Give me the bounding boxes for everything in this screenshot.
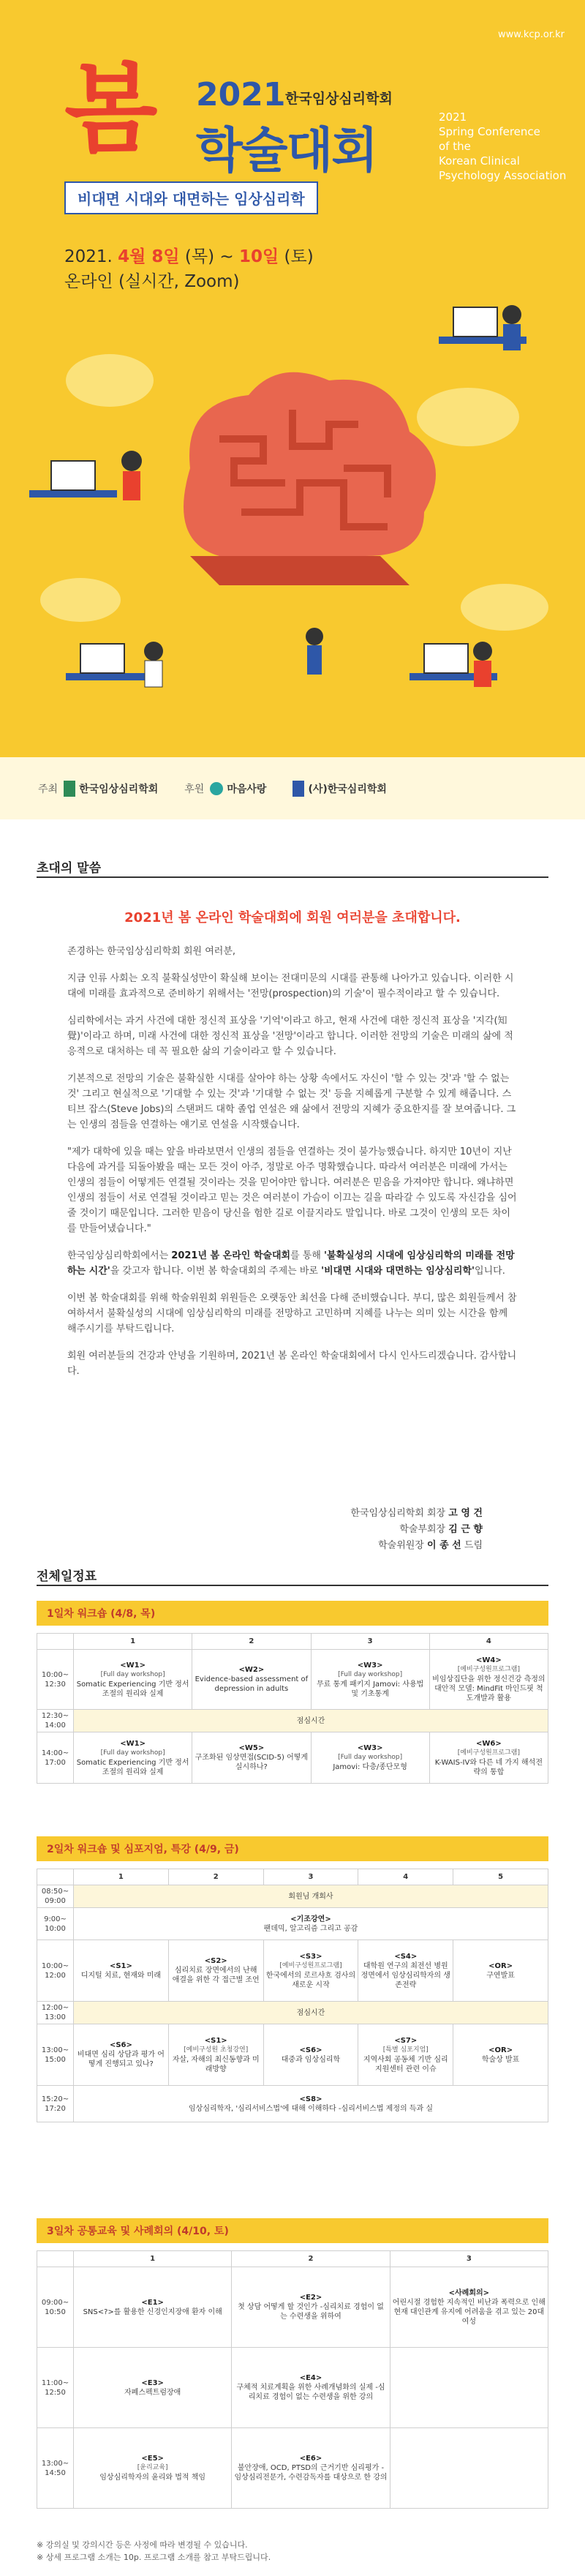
event-venue: 온라인 (실시간, Zoom) bbox=[64, 272, 240, 291]
date-prefix: 2021. bbox=[64, 247, 118, 266]
session-code: <S1> bbox=[204, 2036, 227, 2045]
session-cell[interactable] bbox=[429, 1732, 548, 1784]
session-code: <E4> bbox=[299, 2374, 322, 2382]
session-cell[interactable] bbox=[263, 2024, 358, 2086]
session-code: <E6> bbox=[299, 2455, 322, 2463]
note-line: ※ 강의실 및 강의시간 등은 사정에 따라 변경될 수 있습니다. bbox=[37, 2540, 248, 2550]
day2-table bbox=[37, 1869, 548, 2122]
session-title: Evidence-based assessment of depression in adults bbox=[195, 1675, 309, 1693]
hero-banner bbox=[0, 0, 585, 819]
session-cell[interactable] bbox=[358, 1940, 453, 2002]
session-code: <OR> bbox=[488, 2046, 513, 2054]
schedule-heading: 전체일정표 bbox=[37, 1569, 97, 1584]
session-title: 비대면 심리 상담과 평가 어떻게 진행되고 있나? bbox=[77, 2051, 165, 2068]
maumsarang-logo-icon bbox=[210, 782, 223, 795]
paragraph: 기본적으로 전망의 기술은 불확실한 시대를 살아야 하는 상황 속에서도 자신이 '할 수 있는 것'과 '할 수 없는 것' 그리고 현실적으로 '기대할 수 있는 것'과 '기대할 수 없는 것' 등을 지혜롭게 구분할 수 있게 해줍니다. 스티브 잡스(Steve Jobs)의 스탠퍼드 대학 졸업 연설은 왜 삶에서 전망의 지혜가 중요한지를 잘 보여줍니다. 그는 인생의 점들을 연결하는 얘기로 연설을 시작했습니다. bbox=[67, 1073, 516, 1130]
session-code: <사례회의> bbox=[448, 2288, 490, 2297]
time-cell: 9:00~ 10:00 bbox=[37, 1908, 74, 1940]
session-title: 비임상집단을 위한 정신건강 측정의 대안적 모델: MindFit 마인드핏 척도개발과 활용 bbox=[432, 1675, 546, 1702]
en-line: Spring Conference bbox=[439, 125, 540, 138]
date-end: 10일 bbox=[238, 247, 279, 266]
hero-english-title bbox=[439, 110, 578, 183]
time-cell: 09:00~ 10:50 bbox=[37, 2267, 74, 2348]
day3-table bbox=[37, 2250, 548, 2509]
session-cell[interactable] bbox=[263, 1940, 358, 2002]
invitation-title: 2021년 봄 온라인 학술대회에 회원 여러분을 초대합니다. bbox=[124, 910, 461, 925]
keynote-cell[interactable] bbox=[74, 1908, 548, 1940]
person-at-desk-icon bbox=[66, 642, 163, 687]
session-title: Jamovi: 다층/종단모형 bbox=[333, 1763, 407, 1771]
col-header: 2 bbox=[192, 1634, 311, 1650]
session-cell[interactable] bbox=[311, 1650, 429, 1710]
spring-mark: 봄 bbox=[64, 53, 155, 166]
session-cell[interactable] bbox=[232, 2348, 390, 2428]
table-row bbox=[37, 2348, 548, 2428]
session-cell[interactable] bbox=[74, 1732, 192, 1784]
session-title: 대중과 임상심리학 bbox=[281, 2055, 341, 2064]
person-at-desk-icon bbox=[410, 642, 497, 687]
schedule-notes bbox=[37, 2539, 271, 2564]
text: 한국임상심리학회에서는 bbox=[67, 1250, 172, 1261]
session-code: <W5> bbox=[238, 1744, 265, 1752]
session-cell[interactable] bbox=[74, 1940, 169, 2002]
session-title: 팬데믹, 알고리즘 그리고 공감 bbox=[263, 1924, 358, 1933]
session-title: 디지털 치료, 현재와 미래 bbox=[80, 1971, 162, 1980]
note-line: ※ 상세 프로그램 소개는 10p. 프로그램 소개를 참고 부탁드립니다. bbox=[37, 2553, 271, 2562]
person-walking-icon bbox=[306, 628, 323, 675]
en-line: Psychology Association bbox=[439, 169, 567, 182]
text: 고 영 건 bbox=[448, 1508, 483, 1519]
signature-line bbox=[350, 1506, 483, 1522]
en-line: of the bbox=[439, 140, 471, 153]
brain-maze-icon bbox=[184, 372, 436, 585]
day3-header: 3일차 공통교육 및 사례회의 (4/10, 토) bbox=[37, 2218, 548, 2243]
text: 2021년 봄 온라인 학술대회 bbox=[171, 1250, 291, 1261]
opening-cell: 회원님 개회사 bbox=[74, 1885, 548, 1908]
table-header-row bbox=[37, 1634, 548, 1650]
table-row bbox=[37, 2086, 548, 2122]
paragraph: 이번 봄 학술대회를 위해 학술위원회 위원들은 오랫동안 최선을 다해 준비했습니다. 부디, 많은 회원들께서 참여하셔서 불확실성의 시대에 임상심리학의 미래를 전망하고 고민하며 지혜를 나누는 의미 있는 시간을 함께 해주시기를 부탁드립니다. bbox=[67, 1293, 517, 1334]
paragraph: "제가 대학에 있을 때는 앞을 바라보면서 인생의 점들을 연결하는 것이 불가능했습니다. 하지만 10년이 지난 다음에 과거를 되돌아봤을 때는 모든 것이 아주, 정말로 아주 명확했습니다. 따라서 여러분은 미래에 가서는 인생의 점들이 어떻게든 연결될 것이라는 것을 믿어야만 합니다. 여러분은 믿음을 가져야만 합니다. 왜냐하면 인생의 점들이 서로 연결될 것이라고 믿는 것은 여러분이 가슴이 이끄는 길을 따라갈 수 있도록 자신감을 심어줄 것이기 때문입니다. 그러한 믿음이 당신을 험한 길로 이끌지라도 말입니다. 바로 그것이 인생의 모든 차이를 만들어냈습니다." bbox=[67, 1146, 517, 1234]
session-title: 임상심리학자의 윤리와 법적 책임 bbox=[99, 2474, 206, 2482]
time-cell: 08:50~ 09:00 bbox=[37, 1885, 74, 1908]
divider bbox=[37, 876, 548, 878]
support-org-2 bbox=[292, 781, 386, 797]
session-cell[interactable] bbox=[453, 1940, 548, 2002]
paragraph: 회원 여러분들의 건강과 안녕을 기원하며, 2021년 봄 온라인 학술대회에서 다시 인사드리겠습니다. 감사합니다. bbox=[67, 1351, 517, 1377]
session-cell[interactable] bbox=[168, 1940, 263, 2002]
hero-subtitle: 비대면 시대와 대면하는 임상심리학 bbox=[64, 181, 318, 214]
hero-year: 2021 bbox=[196, 76, 286, 113]
empty-cell bbox=[390, 2428, 548, 2509]
session-code: <W2> bbox=[238, 1666, 265, 1674]
time-cell: 13:00~ 15:00 bbox=[37, 2024, 74, 2086]
col-header: 5 bbox=[453, 1869, 548, 1885]
session-code: <OR> bbox=[488, 1961, 513, 1970]
text: 을 갖고자 합니다. 이번 봄 학술대회의 주제는 바로 bbox=[110, 1266, 322, 1277]
person-at-desk-icon bbox=[29, 451, 142, 500]
hero-title: 학술대회 bbox=[196, 122, 377, 179]
conference-illustration bbox=[0, 293, 585, 746]
session-title: 자살, 자해의 최신동향과 미래방향 bbox=[172, 2055, 260, 2073]
session-code: <E5> bbox=[141, 2455, 164, 2463]
session-cell[interactable] bbox=[390, 2267, 548, 2348]
session-code: <S8> bbox=[299, 2095, 322, 2103]
session-cell[interactable] bbox=[74, 2024, 169, 2086]
session-tag: [예비구성원프로그램] bbox=[279, 1961, 342, 1969]
table-row bbox=[37, 2024, 548, 2086]
session-title: 임상심리학자, '심리서비스법'에 대해 이해하다 -심리서비스법 제정의 득과 실 bbox=[189, 2104, 433, 2113]
table-header-row bbox=[37, 2251, 548, 2267]
session-title: Somatic Experiencing 기반 정서조절의 원리와 실제 bbox=[76, 1680, 189, 1698]
col-header: 1 bbox=[74, 2251, 232, 2267]
paragraph: 심리학에서는 과거 사건에 대한 정신적 표상을 '기억'이라고 하고, 현재 사건에 대한 정신적 표상을 '지각(知覺)'이라고 하며, 미래 사건에 대한 정신적 표상을 '전망'이라고 합니다. 이러한 전망의 기술은 미래의 삶에 적응적으로 대처하는 데 꼭 필요한 삶의 기술이라고 할 수 있습니다. bbox=[67, 1015, 513, 1057]
time-cell: 10:00~ 12:30 bbox=[37, 1650, 74, 1710]
society-logo-icon bbox=[64, 781, 75, 797]
session-tag: [윤리교육] bbox=[137, 2464, 168, 2471]
sponsor-bar bbox=[0, 757, 585, 819]
text: 이 종 선 bbox=[427, 1540, 461, 1551]
session-tag: [예비구성원프로그램] bbox=[457, 1666, 521, 1673]
table-row bbox=[37, 2428, 548, 2509]
hero-society: 한국임상심리학회 bbox=[285, 91, 393, 107]
website-url[interactable]: www.kcp.or.kr bbox=[497, 29, 565, 40]
invitation-body bbox=[67, 944, 518, 1391]
kpa-logo-icon bbox=[292, 781, 304, 797]
text: '불확실성의 시대에 임상심리학의 미래를 전망하는 시간' bbox=[67, 1250, 515, 1277]
text: 입니다. bbox=[475, 1266, 505, 1277]
paragraph: 지금 인류 사회는 오직 불확실성만이 확실해 보이는 전대미문의 시대를 관통해 나아가고 있습니다. 이러한 시대에 미래를 효과적으로 준비하기 위해서는 '전망(prospection)의 기술'이 필수적이라고 할 수 있습니다. bbox=[67, 973, 514, 999]
day2-header: 2일차 워크숍 및 심포지엄, 특강 (4/9, 금) bbox=[37, 1836, 548, 1861]
time-cell: 12:00~ 13:00 bbox=[37, 2002, 74, 2024]
host-org bbox=[64, 781, 158, 797]
session-tag: [Full day workshop] bbox=[100, 1749, 165, 1757]
session-tag: [예비구성원 초청강연] bbox=[184, 2046, 249, 2054]
session-code: <E3> bbox=[141, 2378, 164, 2387]
session-code: <W1> bbox=[120, 1661, 146, 1670]
session-tag: [Full day workshop] bbox=[100, 1670, 165, 1678]
table-row bbox=[37, 1940, 548, 2002]
col-header: 3 bbox=[311, 1634, 429, 1650]
table-row bbox=[37, 1710, 548, 1732]
text: 김 근 향 bbox=[448, 1524, 483, 1535]
time-cell: 15:20~ 17:20 bbox=[37, 2086, 74, 2122]
session-cell[interactable] bbox=[74, 2428, 232, 2509]
session-cell[interactable] bbox=[192, 1650, 311, 1710]
session-code: <기조강연> bbox=[290, 1915, 331, 1923]
session-title: SNS<?>를 활용한 신경인지장애 환자 이해 bbox=[83, 2307, 222, 2316]
table-row bbox=[37, 2267, 548, 2348]
col-header: 3 bbox=[263, 1869, 358, 1885]
support-label: 후원 bbox=[184, 783, 205, 795]
divider bbox=[37, 1585, 548, 1586]
table-header-row bbox=[37, 1869, 548, 1885]
session-tag: [예비구성원프로그램] bbox=[457, 1749, 521, 1757]
event-date bbox=[64, 243, 314, 267]
time-cell: 10:00~ 12:00 bbox=[37, 1940, 74, 2002]
session-title: 불안장애, OCD, PTSD의 근거기반 심리평가 - 임상심리전문가, 수련감독자를 대상으로 한 강의 bbox=[234, 2464, 388, 2482]
text: 학술위원장 bbox=[378, 1540, 428, 1551]
session-code: <S7> bbox=[394, 2036, 418, 2045]
day1-table bbox=[37, 1633, 548, 1784]
text: 한국임상심리학회 회장 bbox=[350, 1508, 449, 1519]
session-title: 구조화된 임상면접(SCID-5) 어떻게 실시하나? bbox=[195, 1754, 309, 1771]
paragraph bbox=[67, 1248, 518, 1279]
session-title: 심리치료 장면에서의 난해 애결을 위한 각 접근별 조언 bbox=[172, 1967, 260, 1984]
col-header bbox=[37, 2251, 74, 2267]
host-label: 주최 bbox=[38, 783, 58, 795]
session-code: <W4> bbox=[476, 1656, 502, 1664]
session-code: <W6> bbox=[476, 1739, 502, 1748]
special-session-cell[interactable] bbox=[74, 2086, 548, 2122]
session-code: <W1> bbox=[120, 1739, 146, 1748]
invitation-heading: 초대의 말씀 bbox=[37, 861, 102, 876]
table-row bbox=[37, 1885, 548, 1908]
col-header: 3 bbox=[390, 2251, 548, 2267]
session-code: <S2> bbox=[204, 1957, 227, 1965]
lunch-cell: 점심시간 bbox=[74, 2002, 548, 2024]
session-cell[interactable] bbox=[453, 2024, 548, 2086]
session-code: <W3> bbox=[357, 1661, 383, 1670]
signature-line bbox=[350, 1522, 483, 1538]
date-start: 4월 8일 bbox=[118, 247, 180, 266]
table-row bbox=[37, 1650, 548, 1710]
col-header: 1 bbox=[74, 1634, 192, 1650]
session-title: 어린시절 경험한 지속적인 비난과 폭력으로 인해 현재 대인관계 유지에 어려움을 겪고 있는 20대 여성 bbox=[392, 2298, 546, 2326]
time-cell: 11:00~ 12:50 bbox=[37, 2348, 74, 2428]
session-title: 한국에서의 로르샤흐 검사의 새로운 시작 bbox=[265, 1971, 356, 1989]
day1-header: 1일차 워크숍 (4/8, 목) bbox=[37, 1601, 548, 1626]
col-header: 1 bbox=[74, 1869, 169, 1885]
support-name-2: (사)한국심리학회 bbox=[308, 783, 387, 795]
col-header bbox=[37, 1634, 74, 1650]
session-code: <S3> bbox=[299, 1952, 322, 1961]
session-title: Somatic Experiencing 기반 정서조절의 원리와 실제 bbox=[76, 1758, 189, 1776]
en-line: 2021 bbox=[439, 110, 467, 124]
session-code: <S1> bbox=[109, 1961, 132, 1970]
date-start-day: (목) ~ bbox=[179, 247, 239, 266]
lunch-cell: 점심시간 bbox=[74, 1710, 548, 1732]
en-line: Korean Clinical bbox=[439, 154, 520, 168]
session-title: 무료 통계 패키지 Jamovi: 사용법 및 기초통계 bbox=[316, 1680, 424, 1698]
session-cell[interactable] bbox=[74, 1650, 192, 1710]
session-title: 첫 상담 어떻게 할 것인가 -심리치료 경험이 없는 수련생을 위하여 bbox=[238, 2303, 384, 2321]
time-cell: 14:00~ 17:00 bbox=[37, 1732, 74, 1784]
session-tag: [Full day workshop] bbox=[338, 1754, 403, 1761]
session-code: <S4> bbox=[394, 1952, 418, 1961]
support-org-1 bbox=[210, 781, 266, 796]
col-header: 4 bbox=[429, 1634, 548, 1650]
session-cell[interactable] bbox=[74, 2267, 232, 2348]
host-name: 한국임상심리학회 bbox=[79, 783, 159, 795]
session-cell[interactable] bbox=[311, 1732, 429, 1784]
text: '비대면 시대와 대면하는 임상심리학' bbox=[321, 1266, 475, 1277]
session-code: <S6> bbox=[109, 2041, 132, 2049]
session-cell[interactable] bbox=[429, 1650, 548, 1710]
table-row bbox=[37, 1732, 548, 1784]
session-code: <S6> bbox=[299, 2046, 322, 2054]
empty-cell bbox=[390, 2348, 548, 2428]
session-tag: [특별 심포지엄] bbox=[382, 2046, 429, 2054]
session-code: <E1> bbox=[141, 2298, 164, 2307]
text: 를 통해 bbox=[290, 1250, 325, 1261]
session-code: <W3> bbox=[357, 1744, 383, 1752]
table-row bbox=[37, 1908, 548, 1940]
session-cell[interactable] bbox=[358, 2024, 453, 2086]
session-title: 구연발표 bbox=[486, 1971, 515, 1980]
col-header: 2 bbox=[168, 1869, 263, 1885]
person-at-desk-icon bbox=[439, 305, 526, 350]
session-title: 지역사회 공동체 기반 심리지원센터 관련 이슈 bbox=[363, 2055, 448, 2073]
col-header: 4 bbox=[358, 1869, 453, 1885]
invitation-signature bbox=[350, 1506, 483, 1554]
col-header bbox=[37, 1869, 74, 1885]
session-cell[interactable] bbox=[232, 2267, 390, 2348]
support-name-1: 마음사랑 bbox=[227, 783, 267, 795]
session-cell[interactable] bbox=[168, 2024, 263, 2086]
session-cell[interactable] bbox=[74, 2348, 232, 2428]
time-cell: 12:30~ 14:00 bbox=[37, 1710, 74, 1732]
session-title: 구체적 치료계획을 위한 사례개념화의 실제 -심리치료 경험이 없는 수련생을 위한 강의 bbox=[236, 2384, 385, 2401]
signature-line bbox=[350, 1538, 483, 1554]
session-cell[interactable] bbox=[232, 2428, 390, 2509]
session-title: 대학원 연구의 최전선 병원정면에서 임상심리학자의 생존전략 bbox=[361, 1961, 450, 1989]
session-tag: [Full day workshop] bbox=[338, 1670, 403, 1678]
date-end-day: (토) bbox=[279, 247, 314, 266]
session-title: K-WAIS-IV와 다른 네 가지 해석전략의 통합 bbox=[434, 1758, 543, 1776]
time-cell: 13:00~ 14:50 bbox=[37, 2428, 74, 2509]
session-title: 학술상 발표 bbox=[481, 2055, 520, 2064]
session-cell[interactable] bbox=[192, 1732, 311, 1784]
table-row bbox=[37, 2002, 548, 2024]
text: 드림 bbox=[461, 1540, 483, 1551]
session-title: 자폐스펙트럼장애 bbox=[124, 2388, 181, 2397]
text: 학술부회장 bbox=[399, 1524, 449, 1535]
paragraph: 존경하는 한국임상심리학회 회원 여러분, bbox=[67, 946, 236, 957]
session-code: <E2> bbox=[299, 2294, 322, 2302]
col-header: 2 bbox=[232, 2251, 390, 2267]
